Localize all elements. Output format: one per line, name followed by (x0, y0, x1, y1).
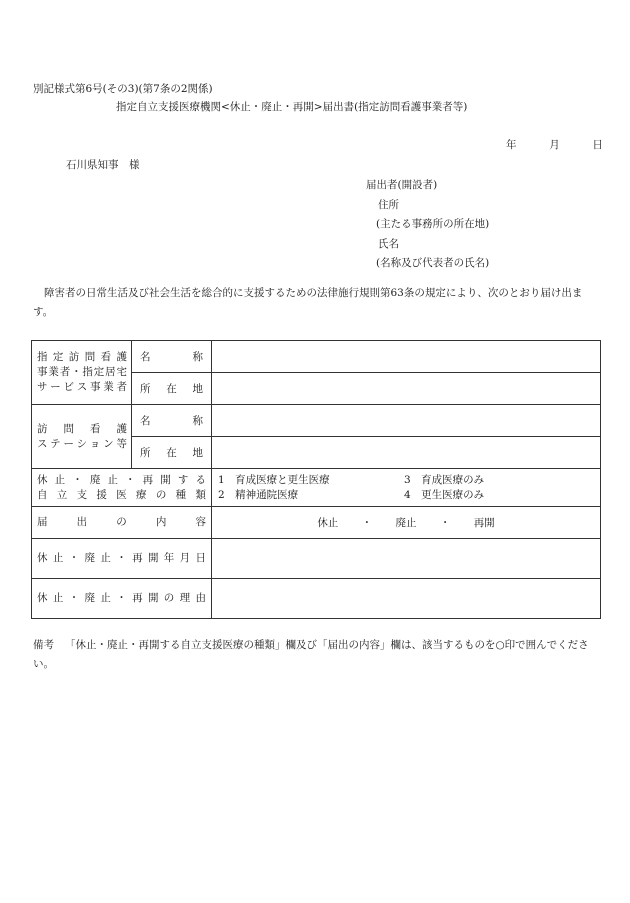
date-day: 日 (592, 139, 603, 151)
option-separator: ・ (439, 517, 451, 529)
remark (33, 636, 603, 674)
type-option-2[interactable]: 2 精神通院医療 (218, 488, 299, 501)
station-name-field[interactable] (212, 405, 601, 437)
station-name-label: 名称 (132, 405, 212, 437)
remark-text: 「休止・廃止・再開する自立支援医療の種類」欄及び「届出の内容」欄は、該当するものを○印で囲んでください。 (33, 639, 589, 670)
intro-paragraph: 障害者の日常生活及び社会生活を総合的に支援するための法律施行規則第63条の規定により、次のとおり届け出ます。 (33, 287, 583, 318)
business-location-label: 所在地 (132, 373, 212, 405)
option-abolish[interactable]: 廃止 (395, 517, 417, 529)
reason-row-label: 休止・廃止・再開の理由 (32, 579, 212, 619)
form-number: 別記様式第6号(その3)(第7条の2関係) (33, 83, 213, 95)
business-label-line2: 事業者・指定居宅 (37, 366, 127, 378)
business-location-field[interactable] (212, 373, 601, 405)
submitter-heading: 届出者(開設者) (366, 179, 438, 191)
addressee: 石川県知事 様 (66, 159, 140, 171)
station-label-line1: 訪問看護 (37, 422, 127, 435)
business-label (32, 341, 132, 405)
option-suspend[interactable]: 休止 (317, 517, 339, 529)
option-resume[interactable]: 再開 (473, 517, 495, 529)
medical-type-label-line2: 自立支援医療の種類 (37, 488, 206, 501)
notification-content-options (212, 507, 601, 539)
date-row-label: 休止・廃止・再開年月日 (32, 539, 212, 579)
reason-row-field[interactable] (212, 579, 601, 619)
notification-table (31, 340, 601, 619)
address-label: 住所 (378, 198, 399, 211)
name-label: 氏名 (378, 237, 399, 250)
station-label (32, 405, 132, 469)
business-name-label: 名称 (132, 341, 212, 373)
station-label-line2: ステーション等 (37, 437, 127, 450)
address-note: (主たる事務所の所在地) (376, 218, 490, 230)
business-label-line3: サービス事業者 (37, 381, 127, 393)
notification-content-label: 届出の内容 (32, 507, 212, 539)
type-option-3[interactable]: 3 育成医療のみ (404, 473, 485, 486)
business-label-line1: 指定訪問看護 (37, 351, 127, 363)
name-note: (名称及び代表者の氏名) (376, 257, 490, 269)
station-location-field[interactable] (212, 437, 601, 469)
remark-label: 備考 (33, 639, 54, 651)
submitter-block (366, 176, 489, 274)
business-name-field[interactable] (212, 341, 601, 373)
date-month: 月 (549, 139, 560, 151)
date-row-field[interactable] (212, 539, 601, 579)
type-option-4[interactable]: 4 更生医療のみ (404, 488, 485, 501)
document-title: 指定自立支援医療機関<休止・廃止・再開>届出書(指定訪問看護事業者等) (116, 101, 468, 113)
option-separator: ・ (361, 517, 373, 529)
date-line (506, 137, 603, 152)
station-location-label: 所在地 (132, 437, 212, 469)
medical-type-label (32, 469, 212, 507)
medical-type-label-line1: 休止・廃止・再開する (37, 473, 206, 486)
medical-type-options (212, 469, 601, 507)
date-year: 年 (506, 139, 517, 151)
type-option-1[interactable]: 1 育成医療と更生医療 (218, 473, 330, 486)
